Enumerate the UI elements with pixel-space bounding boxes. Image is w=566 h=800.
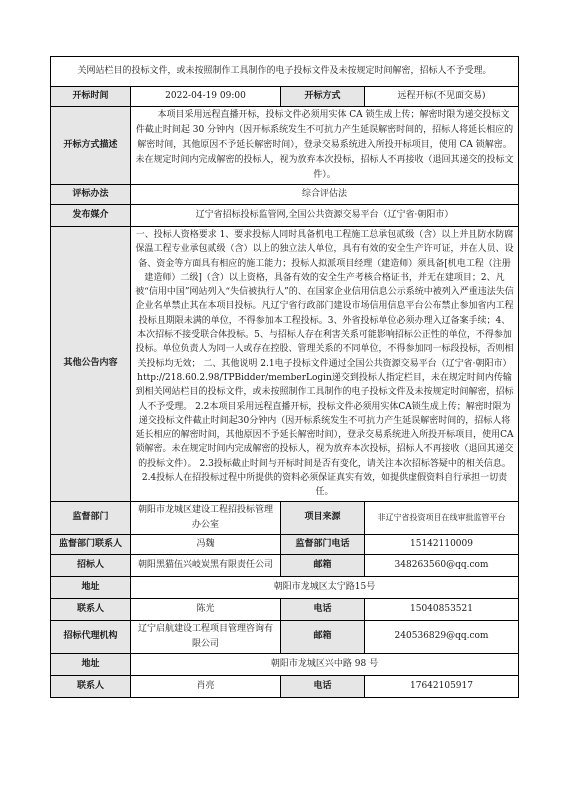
project-source-label: 项目来源 — [281, 501, 365, 534]
tenderer-address-row — [51, 576, 519, 598]
media-label: 发布媒介 — [51, 205, 131, 227]
bid-open-method-value: 远程开标(不见面交易) — [365, 87, 519, 107]
agency-contact-value: 肖亮 — [131, 675, 281, 697]
other-content-row — [51, 227, 519, 502]
supervisor-value: 朝阳市龙城区建设工程招投标管理办公室 — [131, 501, 281, 534]
agency-phone-value: 17642105917 — [365, 675, 519, 697]
bid-method-desc-value: 本项目采用远程直播开标，投标文件必须用实体 CA 锁生成上传；解密时限为递交投标文件截止时间起 30 分钟内（因开标系统发生不可抗力产生延误解密时间的，招标人将延长相应的解密时间，其他原因不予延长解密时间），登录交易系统进入所投开标项目，使用 CA 锁解密。未在规定时间内完成解密的投标人，视为放弃本次投标，招标人不再接收（退回其递交的投标文件）。 — [131, 107, 519, 185]
tenderer-email-value: 348263560@qq.com — [365, 554, 519, 576]
evaluation-value: 综合评估法 — [131, 185, 519, 205]
agency-contact-label: 联系人 — [51, 675, 131, 697]
top-note: 关网站栏目的投标文件，或未按照制作工具制作的电子投标文件及未按规定时间解密，招标人不予受理。 — [51, 57, 519, 87]
supervisor-contact-value: 冯魏 — [131, 534, 281, 554]
evaluation-row — [51, 185, 519, 205]
tenderer-value: 朝阳黑猫伍兴岐炭黑有限责任公司 — [131, 554, 281, 576]
supervisor-contact-row — [51, 534, 519, 554]
agency-row — [51, 620, 519, 653]
supervisor-contact-label: 监督部门联系人 — [51, 534, 131, 554]
evaluation-label: 评标办法 — [51, 185, 131, 205]
bid-open-time-label: 开标时间 — [51, 87, 131, 107]
supervisor-label: 监督部门 — [51, 501, 131, 534]
tenderer-contact-row — [51, 598, 519, 620]
supervisor-row — [51, 501, 519, 534]
bid-open-method-label: 开标方式 — [281, 87, 365, 107]
agency-email-label: 邮箱 — [281, 620, 365, 653]
agency-address-label: 地址 — [51, 653, 131, 675]
supervisor-phone-value: 15142110009 — [365, 534, 519, 554]
agency-value: 辽宁启航建设工程项目管理咨询有限公司 — [131, 620, 281, 653]
bid-open-time-value: 2022-04-19 09:00 — [131, 87, 281, 107]
other-content-label: 其他公告内容 — [51, 227, 131, 502]
bid-open-time-row — [51, 87, 519, 107]
agency-email-value: 240536829@qq.com — [365, 620, 519, 653]
agency-address-value: 朝阳市龙城区兴中路 98 号 — [131, 653, 519, 675]
top-note-row — [51, 57, 519, 87]
supervisor-phone-label: 监督部门电话 — [281, 534, 365, 554]
bid-method-desc-label: 开标方式描述 — [51, 107, 131, 185]
tenderer-label: 招标人 — [51, 554, 131, 576]
tenderer-address-value: 朝阳市龙城区太宁路15号 — [131, 576, 519, 598]
tenderer-contact-label: 联系人 — [51, 598, 131, 620]
project-source-value: 非辽宁省投资项目在线审批监管平台 — [365, 501, 519, 534]
tenderer-phone-value: 15040853521 — [365, 598, 519, 620]
media-row — [51, 205, 519, 227]
tenderer-address-label: 地址 — [51, 576, 131, 598]
agency-contact-row — [51, 675, 519, 697]
agency-label: 招标代理机构 — [51, 620, 131, 653]
tenderer-row — [51, 554, 519, 576]
tenderer-contact-value: 陈光 — [131, 598, 281, 620]
announcement-table — [50, 56, 519, 698]
tenderer-phone-label: 电话 — [281, 598, 365, 620]
other-content-value: 一、投标人资格要求 1、要求投标人同时具备机电工程施工总承包贰级（含）以上并且防水防腐保温工程专业承包贰级（含）以上的独立法人单位，具有有效的安全生产许可证，并在人员、设备、资金等方面具有相应的施工能力；投标人拟派项目经理（建造师）须具备[机电工程（注册建造师）二级]（含）以上资格，具备有效的安全生产考核合格证书，并无在建项目；2、凡被“信用中国”网站列入“失信被执行人”的、在国家企业信用信息公示系统中被列入严重违法失信企业名单禁止其在本项目投标。凡辽宁省行政部门建设市场信用信息平台公布禁止参加省内工程投标且期限未满的单位，不得参加本工程投标。3、外省投标单位必须办理入辽备案手续；4、本次招标不接受联合体投标。5、与招标人存在利害关系可能影响招标公正性的单位，不得参加投标。单位负责人为同一人或存在控股、管理关系的不同单位，不得参加同一标段投标，否则相关投标均无效； 二、其他说明 2.1电子投标文件通过全国公共资源交易平台（辽宁省·朝阳市）http://218.60.2.98/TPBidder/memberLogin递交到投标人指定栏目，未在规定时间内传输到相关网站栏目的投标文件，或未按照制作工具制作的电子投标文件及未按规定时间解密，招标人不予受理。 2.2本项目采用远程直播开标，投标文件必须用实体CA锁生成上传；解密时限为递交投标文件截止时间起30分钟内（因开标系统发生不可抗力产生延误解密时间的，招标人将延长相应的解密时间，其他原因不予延长解密时间），登录交易系统进入所投开标项目，使用CA锁解密。未在规定时间内完成解密的投标人，视为放弃本次投标，招标人不再接收（退回其递交的投标文件）。 2.3投标截止时间与开标时间是否有变化，请关注本次招标答疑中的相关信息。 2.4投标人在招投标过程中所提供的资料必须保证真实有效，如提供虚假资料自行承担一切责任。 — [131, 227, 519, 502]
bid-method-desc-row — [51, 107, 519, 185]
tenderer-email-label: 邮箱 — [281, 554, 365, 576]
media-value: 辽宁省招标投标监管网,全国公共资源交易平台（辽宁省·朝阳市） — [131, 205, 519, 227]
agency-address-row — [51, 653, 519, 675]
agency-phone-label: 电话 — [281, 675, 365, 697]
